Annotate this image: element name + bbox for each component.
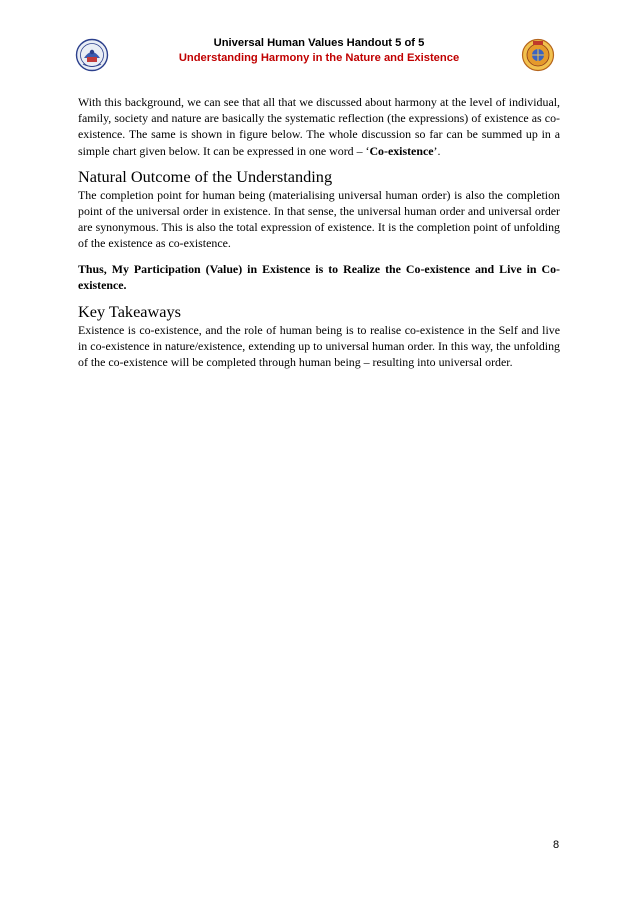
institute-emblem-logo bbox=[521, 38, 555, 72]
natural-outcome-paragraph: The completion point for human being (materialising universal human order) is also the completion point of the universal order in existence. In that sense, the universal human order and universal order are synonymous. This is also the total expression of existence. It is the completion point of unfolding of the existence as co-existence. bbox=[78, 187, 560, 251]
participation-statement: Thus, My Participation (Value) in Existence is to Realize the Co-existence and Live in Co-existence. bbox=[78, 261, 560, 292]
page-header bbox=[0, 34, 638, 74]
page-content bbox=[78, 94, 560, 371]
intro-text-end: ’. bbox=[433, 143, 441, 158]
key-takeaways-paragraph: Existence is co-existence, and the role of human being is to realise co-existence in the Self and live in co-existence in nature/existence, extending up to universal human order. In this way, the unfolding of the co-existence will be completed through human being – resulting into universal order. bbox=[78, 323, 560, 370]
handout-title: Universal Human Values Handout 5 of 5 bbox=[213, 37, 425, 49]
section-heading-key-takeaways: Key Takeaways bbox=[78, 302, 181, 322]
section-heading-natural-outcome: Natural Outcome of the Understanding bbox=[78, 166, 333, 186]
co-existence-term: Co-existence bbox=[369, 143, 434, 158]
intro-paragraph bbox=[78, 94, 560, 159]
intro-text: With this background, we can see that all that we discussed about harmony at the level of individual, family, society and nature are basically the systematic reflection (the expressions) of existence as co-existence. The same is shown in figure below. The whole discussion so far can be summed up in a simple chart given below. It can be expressed in one word – ‘ bbox=[78, 95, 560, 158]
page-number: 8 bbox=[553, 839, 560, 851]
handout-subtitle: Understanding Harmony in the Nature and Existence bbox=[178, 52, 460, 64]
